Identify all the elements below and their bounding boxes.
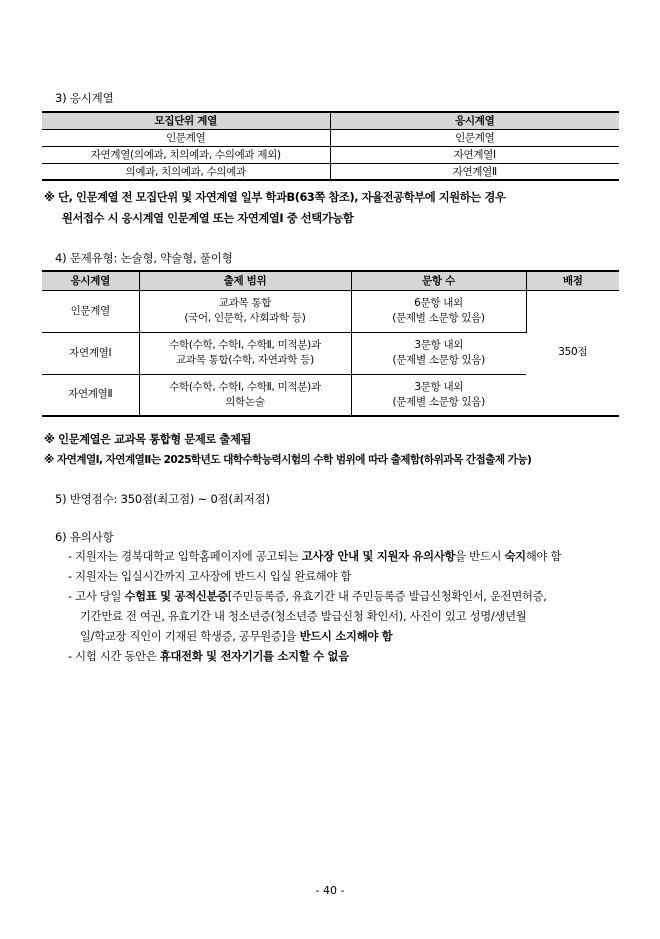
exam-count-line2: (문제별 소문항 있음) (392, 312, 485, 324)
notice-text: 을 반드시 (455, 550, 505, 563)
exam-table-header-scope: 출제 범위 (139, 271, 351, 290)
exam-count (351, 374, 526, 416)
exam-scope (139, 374, 351, 416)
section5-title: 5) 반영점수: 350점(최고점) ~ 0점(최저점) (55, 492, 270, 506)
notice-text: [주민등록증, 유효기간 내 주민등록증 발급신청확인서, 운전면허증, (227, 590, 547, 603)
track-table-header-unit: 모집단위 계열 (42, 112, 330, 129)
table-row (42, 146, 619, 163)
table-cell: 인문계열 (42, 129, 330, 146)
exam-count-line1: 3문항 내외 (414, 339, 464, 351)
section3-note-line1: ※ 단, 인문계열 전 모집단위 및 자연계열 일부 학과B(63쪽 참조), 자율전공학부에 지원하는 경우 (44, 191, 506, 204)
notice-text: - 지원자는 경북대학교 입학홈페이지에 공고되는 (68, 550, 302, 563)
table-cell: 인문계열 (330, 129, 619, 146)
exam-table-header-count: 문항 수 (351, 271, 526, 290)
exam-table-header-track: 응시계열 (42, 271, 139, 290)
section4-note1: ※ 인문계열은 교과목 통합형 문제로 출제됨 (44, 433, 251, 446)
exam-score: 350점 (526, 290, 619, 416)
notice-item-3 (68, 588, 547, 604)
exam-track: 인문계열 (42, 290, 139, 332)
notice-item-2: - 지원자는 입실시간까지 고사장에 반드시 입실 완료해야 함 (68, 570, 352, 583)
notice-emphasis: 휴대전화 및 전자기기를 소지할 수 없음 (159, 650, 349, 663)
exam-table-header-score: 배점 (526, 271, 619, 290)
section3-note-line2: 원서접수 시 응시계열 인문계열 또는 자연계열Ⅰ 중 선택가능함 (62, 212, 354, 225)
exam-scope (139, 290, 351, 332)
exam-scope-line2: (국어, 인문학, 사회과학 등) (184, 312, 306, 324)
notice-emphasis: 수험표 및 공적신분증 (124, 590, 228, 603)
table-cell: 자연계열Ⅰ (330, 146, 619, 163)
notice-emphasis: 반드시 소지해야 함 (299, 630, 393, 643)
exam-scope-line1: 수학(수학, 수학Ⅰ, 수학Ⅱ, 미적분)과 (169, 380, 321, 393)
notice-emphasis: 고사장 안내 및 지원자 유의사항 (301, 550, 456, 563)
table-row (42, 129, 619, 146)
exam-scope-line2: 의학논술 (225, 395, 265, 408)
track-table (42, 111, 619, 181)
section6-title: 6) 유의사항 (55, 530, 114, 544)
exam-count-line2: (문제별 소문항 있음) (392, 354, 485, 366)
notice-item-3-line3 (80, 628, 392, 644)
notice-emphasis: 숙지 (504, 550, 526, 563)
notice-item-3-line2: 기간만료 전 여권, 유효기간 내 청소년증(청소년증 발급신청 확인서), 사진이 있고 성명/생년월 (80, 610, 527, 623)
exam-type-table (42, 270, 619, 417)
exam-track: 자연계열Ⅰ (42, 332, 139, 374)
notice-text: 해야 함 (525, 550, 562, 563)
exam-scope (139, 332, 351, 374)
notice-text: - 고사 당일 (68, 590, 125, 603)
section4-title: 4) 문제유형: 논술형, 약술형, 풀이형 (55, 251, 233, 265)
table-cell: 자연계열Ⅱ (330, 163, 619, 180)
section4-note2: ※ 자연계열Ⅰ, 자연계열Ⅱ는 2025학년도 대학수학능력시험의 수학 범위에 따라 출제함(하위과목 간접출제 가능) (44, 454, 532, 466)
table-row (42, 163, 619, 180)
notice-item-1 (68, 548, 561, 564)
table-cell: 의예과, 치의예과, 수의예과 (42, 163, 330, 180)
track-table-header-track: 응시계열 (330, 112, 619, 129)
notice-item-4 (68, 648, 349, 664)
exam-scope-line1: 수학(수학, 수학Ⅰ, 수학Ⅱ, 미적분)과 (169, 339, 321, 351)
exam-count-line1: 3문항 내외 (414, 380, 464, 393)
exam-track: 자연계열Ⅱ (42, 374, 139, 416)
notice-text: - 시험 시간 동안은 (68, 650, 160, 663)
page-number: - 40 - (315, 884, 345, 897)
exam-count-line1: 6문항 내외 (414, 297, 463, 309)
exam-scope-line1: 교과목 통합 (218, 297, 272, 309)
table-row (42, 290, 619, 332)
exam-count (351, 332, 526, 374)
exam-scope-line2: 교과목 통합(수학, 자연과학 등) (176, 354, 314, 366)
table-cell: 자연계열(의예과, 치의예과, 수의예과 제외) (42, 146, 330, 163)
exam-count-line2: (문제별 소문항 있음) (392, 395, 485, 408)
section3-title: 3) 응시계열 (55, 91, 114, 105)
notice-text: 일/학교장 직인이 기재된 학생증, 공무원증]을 (80, 630, 300, 643)
exam-count (351, 290, 526, 332)
